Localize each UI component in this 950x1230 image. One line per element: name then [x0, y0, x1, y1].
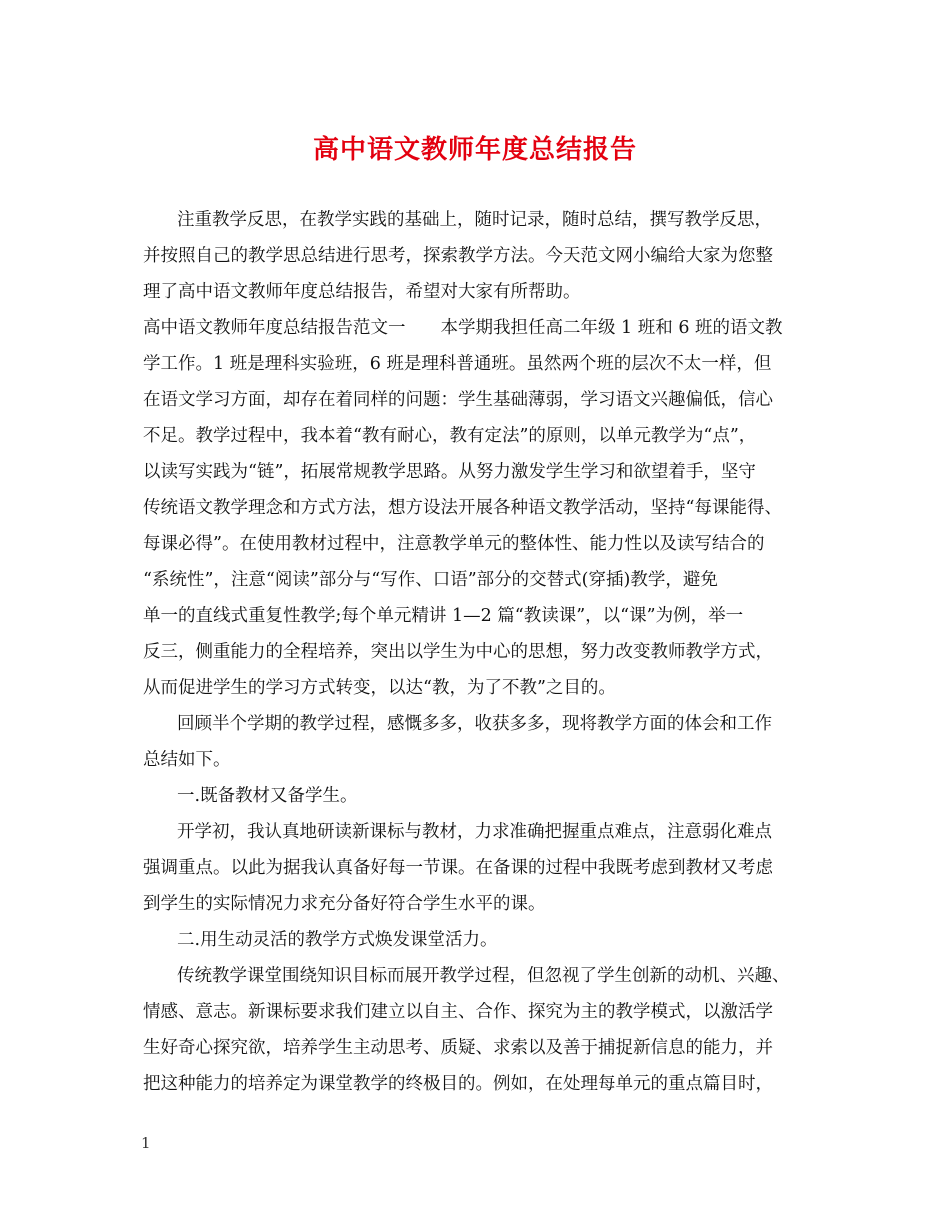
body-line: 传统语文教学理念和方式方法，想方设法开展各种语文教学活动，坚持“每课能得、 — [143, 498, 782, 518]
body-line: 回顾半个学期的教学过程，感慨多多，收获多多，现将教学方面的体会和工作 — [177, 714, 772, 734]
body-line: 每课必得”。在使用教材过程中，注意教学单元的整体性、能力性以及读写结合的 — [143, 534, 765, 554]
body-line: 情感、意志。新课标要求我们建立以自主、合作、探究为主的教学模式，以激活学 — [143, 1002, 773, 1022]
body-line: 学工作。1 班是理科实验班，6 班是理科普通班。虽然两个班的层次不太一样，但 — [143, 354, 772, 374]
body-line: 强调重点。以此为据我认真备好每一节课。在备课的过程中我既考虑到教材又考虑 — [143, 858, 773, 878]
body-line: 开学初，我认真地研读新课标与教材，力求准确把握重点难点，注意弱化难点 — [177, 822, 772, 842]
section-heading: 一.既备教材又备学生。 — [177, 786, 358, 806]
body-line: 注重教学反思，在教学实践的基础上，随时记录，随时总结，撰写教学反思， — [177, 210, 772, 230]
body-line: 以读写实践为“链”，拓展常规教学思路。从努力激发学生学习和欲望着手，坚守 — [143, 462, 756, 482]
body-line: 把这种能力的培养定为课堂教学的终极目的。例如，在处理每单元的重点篇目时， — [143, 1074, 773, 1094]
body-line: 在语文学习方面，却存在着同样的问题：学生基础薄弱，学习语文兴趣偏低，信心 — [143, 390, 773, 410]
body-line: 总结如下。 — [143, 750, 231, 770]
body-line: 反三，侧重能力的全程培养，突出以学生为中心的思想，努力改变教师教学方式， — [143, 642, 773, 662]
body-line: 并按照自己的教学思总结进行思考，探索教学方法。今天范文网小编给大家为您整 — [143, 246, 773, 266]
section-heading: 二.用生动灵活的教学方式焕发课堂活力。 — [177, 930, 498, 950]
body-line: 到学生的实际情况力求充分备好符合学生水平的课。 — [143, 894, 546, 914]
page-number: 1 — [141, 1134, 151, 1152]
body-line: 高中语文教师年度总结报告范文一 本学期我担任高二年级 1 班和 6 班的语文教 — [143, 318, 783, 338]
body-line: 传统教学课堂围绕知识目标而展开教学过程，但忽视了学生创新的动机、兴趣、 — [177, 966, 790, 986]
body-line: “系统性”，注意“阅读”部分与“写作、口语”部分的交替式(穿插)教学，避免 — [143, 570, 718, 590]
body-line: 从而促进学生的学习方式转变，以达“教，为了不教”之目的。 — [143, 678, 616, 698]
body-line: 生好奇心探究欲，培养学生主动思考、质疑、求索以及善于捕捉新信息的能力，并 — [143, 1038, 773, 1058]
body-line: 不足。教学过程中，我本着“教有耐心，教有定法”的原则，以单元教学为“点”， — [143, 426, 757, 446]
body-line: 单一的直线式重复性教学;每个单元精讲 1—2 篇“教读课”，以“课”为例，举一 — [143, 606, 744, 626]
body-line: 理了高中语文教师年度总结报告，希望对大家有所帮助。 — [143, 282, 581, 302]
document-title: 高中语文教师年度总结报告 — [312, 135, 637, 165]
